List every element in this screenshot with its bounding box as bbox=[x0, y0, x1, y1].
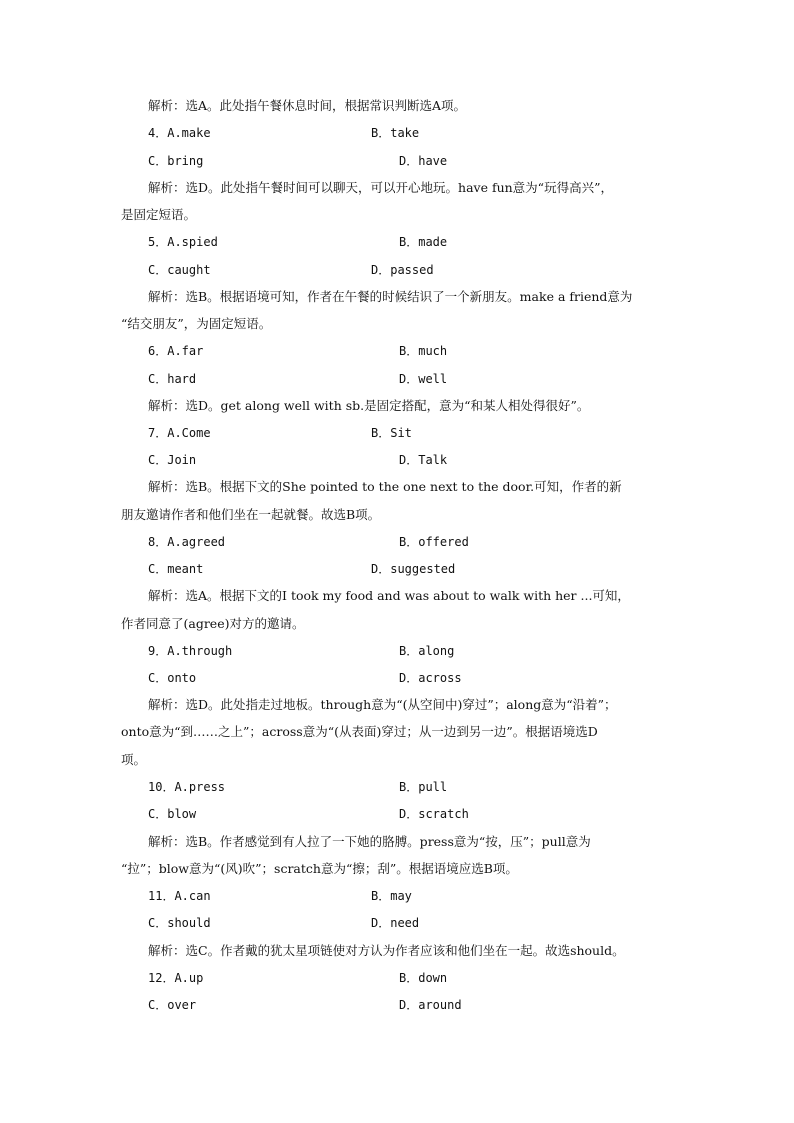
option-c: C．onto bbox=[148, 671, 197, 685]
option-a: 4．A.make bbox=[148, 126, 211, 140]
option-c: C．caught bbox=[148, 263, 211, 277]
option-b: B．made bbox=[399, 235, 448, 249]
explanation-line: 朋友邀请作者和他们坐在一起就餐。故选B项。 bbox=[121, 507, 381, 522]
explanation-line: 解析：选B。作者感觉到有人拉了一下她的胳膊。press意为“按，压”；pull意为 bbox=[148, 834, 591, 849]
option-c: C．blow bbox=[148, 807, 197, 821]
explanation-line: “拉”；blow意为“(风)吹”；scratch意为“擦；刮”。根据语境应选B项。 bbox=[121, 861, 518, 876]
option-b: B．along bbox=[399, 644, 455, 658]
option-d: D．have bbox=[399, 154, 448, 168]
option-a: 8．A.agreed bbox=[148, 535, 226, 549]
option-b: B．may bbox=[371, 889, 412, 903]
option-b: B．Sit bbox=[371, 426, 412, 440]
option-d: D．well bbox=[399, 372, 448, 386]
explanation-line: 项。 bbox=[121, 752, 147, 767]
explanation-line: 解析：选D。此处指走过地板。through意为“(从空间中)穿过”；along意为“沿着”； bbox=[148, 697, 617, 712]
option-d: D．scratch bbox=[399, 807, 469, 821]
option-d: D．need bbox=[371, 916, 420, 930]
option-b: B．pull bbox=[399, 780, 448, 794]
option-c: C．over bbox=[148, 998, 197, 1012]
option-b: B．take bbox=[371, 126, 420, 140]
explanation-line: “结交朋友”，为固定短语。 bbox=[121, 316, 272, 331]
explanation-line: 解析：选B。根据语境可知，作者在午餐的时候结识了一个新朋友。make a friend意为 bbox=[148, 289, 633, 304]
option-a: 10．A.press bbox=[148, 780, 226, 794]
option-c: C．should bbox=[148, 916, 211, 930]
option-d: D．suggested bbox=[371, 562, 456, 576]
option-c: C．hard bbox=[148, 372, 197, 386]
option-a: 9．A.through bbox=[148, 644, 233, 658]
option-c: C．Join bbox=[148, 453, 197, 467]
explanation-line: 解析：选C。作者戴的犹太星项链使对方认为作者应该和他们坐在一起。故选should。 bbox=[148, 943, 625, 958]
option-b: B．much bbox=[399, 344, 448, 358]
option-a: 12．A.up bbox=[148, 971, 204, 985]
option-a: 7．A.Come bbox=[148, 426, 211, 440]
option-a: 5．A.spied bbox=[148, 235, 218, 249]
option-a: 11．A.can bbox=[148, 889, 211, 903]
explanation-line: 作者同意了(agree)对方的邀请。 bbox=[121, 616, 305, 631]
option-d: D．passed bbox=[371, 263, 434, 277]
option-b: B．down bbox=[399, 971, 448, 985]
option-b: B．offered bbox=[399, 535, 469, 549]
option-d: D．Talk bbox=[399, 453, 448, 467]
explanation-line: 解析：选A。根据下文的I took my food and was about to walk with her ...可知， bbox=[148, 588, 630, 603]
explanation-line: 解析：选B。根据下文的She pointed to the one next to the door.可知，作者的新 bbox=[148, 479, 622, 494]
option-c: C．bring bbox=[148, 154, 204, 168]
option-d: D．around bbox=[399, 998, 462, 1012]
explanation-line: onto意为“到……之上”；across意为“(从表面)穿过；从一边到另一边”。根据语境选D bbox=[121, 724, 598, 739]
explanation-line: 解析：选D。此处指午餐时间可以聊天，可以开心地玩。have fun意为“玩得高兴”， bbox=[148, 180, 613, 195]
explanation-line: 是固定短语。 bbox=[121, 207, 197, 222]
option-a: 6．A.far bbox=[148, 344, 204, 358]
explanation-line: 解析：选D。get along well with sb.是固定搭配，意为“和某人相处得很好”。 bbox=[148, 398, 590, 413]
explanation-line: 解析：选A。此处指午餐休息时间，根据常识判断选A项。 bbox=[148, 98, 467, 113]
option-c: C．meant bbox=[148, 562, 204, 576]
option-d: D．across bbox=[399, 671, 462, 685]
